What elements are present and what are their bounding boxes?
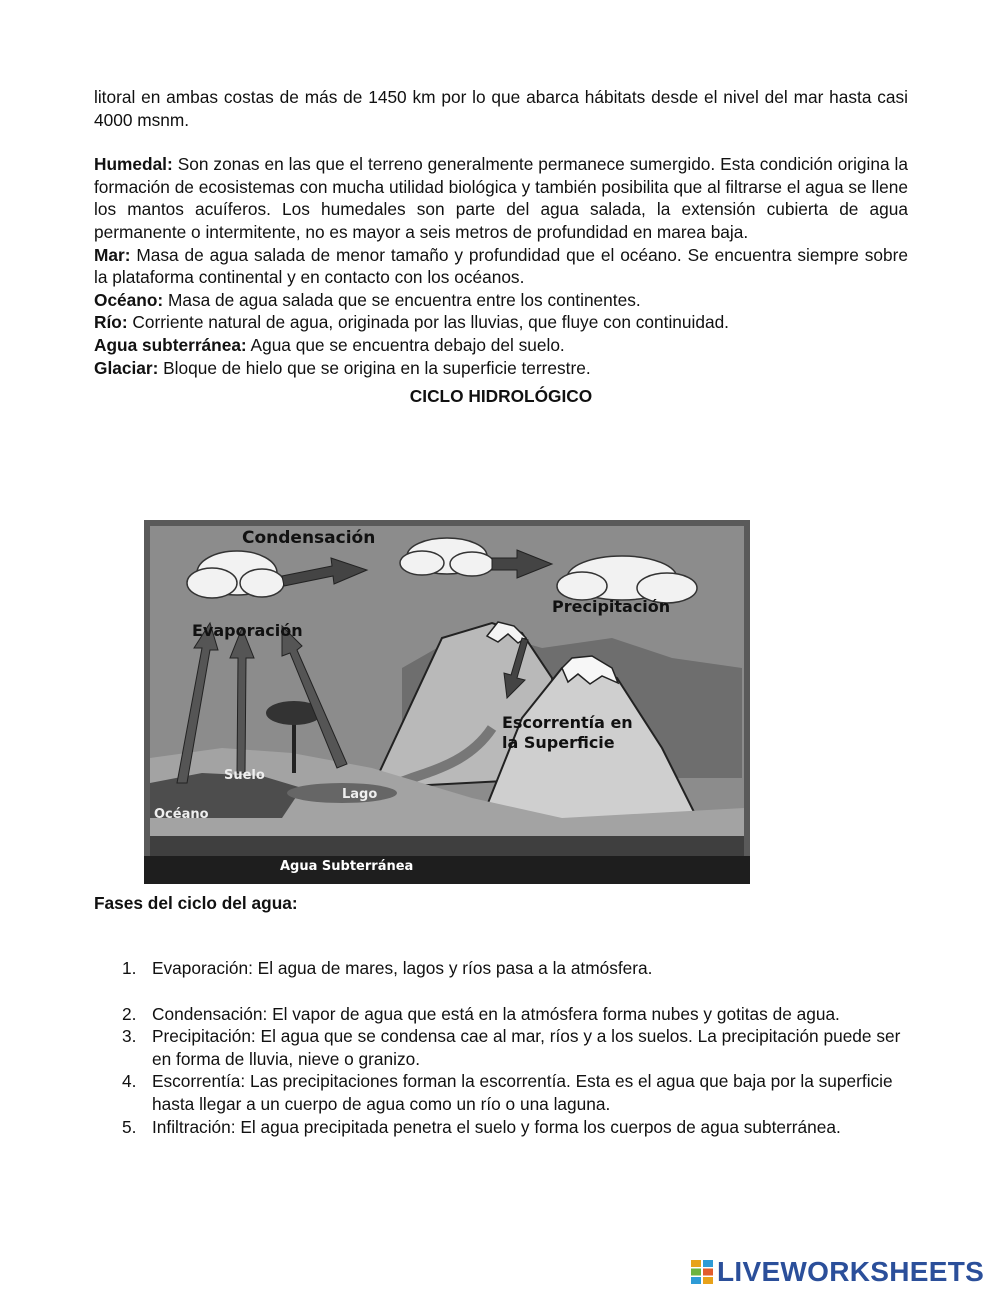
label-evaporacion: Evaporación (192, 621, 303, 640)
definition-text: Masa de agua salada que se encuentra entre los continentes. (163, 289, 641, 310)
list-text: Infiltración: El agua precipitada penetra el suelo y forma los cuerpos de agua subterránea. (152, 1116, 841, 1137)
list-number: 3. (122, 1026, 137, 1047)
list-number: 2. (122, 1003, 137, 1024)
list-number: 4. (122, 1071, 137, 1092)
term-label: Agua subterránea: (94, 334, 247, 355)
term-label: Mar: (94, 244, 131, 265)
term-label: Glaciar: (94, 357, 159, 378)
definition-text: Masa de agua salada de menor tamaño y profundidad que el océano. Se encuentra siempre sobre la plataforma continental y en contacto con los océanos. (94, 244, 908, 288)
list-item (94, 1070, 908, 1115)
definition-agua-subterranea (94, 334, 908, 357)
liveworksheets-logo[interactable] (691, 1256, 984, 1288)
term-label: Océano: (94, 289, 164, 310)
logo-text: LIVEWORKSHEETS (717, 1256, 985, 1287)
definition-oceano (94, 289, 908, 312)
term-label: Río: (94, 312, 128, 333)
phases-title: Fases del ciclo del agua: (94, 893, 298, 913)
definition-text: Corriente natural de agua, originada por las lluvias, que fluye con continuidad. (127, 312, 729, 333)
list-item (94, 1003, 908, 1026)
label-agua-subterranea: Agua Subterránea (280, 859, 414, 874)
underground-water-band (144, 856, 750, 884)
list-text: Condensación: El vapor de agua que está en la atmósfera forma nubes y gotitas de agua. (152, 1003, 840, 1024)
label-condensacion: Condensación (242, 528, 376, 548)
intro-paragraph: litoral en ambas costas de más de 1450 km por lo que abarca hábitats desde el nivel del mar hasta casi 4000 msnm. (94, 87, 908, 130)
section-title: CICLO HIDROLÓGICO (409, 386, 593, 407)
definition-glaciar (94, 357, 908, 380)
definition-rio (94, 311, 908, 334)
list-number: 5. (122, 1116, 137, 1137)
label-precipitacion: Precipitación (552, 597, 671, 616)
list-item (94, 1116, 908, 1139)
list-item (94, 957, 908, 980)
tree-trunk (292, 718, 296, 773)
definition-text: Bloque de hielo que se origina en la superficie terrestre. (158, 357, 591, 378)
list-text: Escorrentía: Las precipitaciones forman la escorrentía. Esta es el agua que baja por la superficie hasta llegar a un cuerpo de agua como un río o una laguna. (152, 1071, 893, 1114)
list-text: Precipitación: El agua que se condensa cae al mar, ríos y a los suelos. La precipitación puede ser en forma de lluvia, nieve o granizo. (152, 1026, 901, 1069)
label-escorrentia-2: la Superficie (502, 733, 615, 752)
water-cycle-diagram (142, 518, 752, 886)
label-escorrentia-1: Escorrentía en (502, 713, 633, 732)
list-item (94, 1025, 908, 1070)
logo-icon (691, 1260, 713, 1284)
underground-layer (150, 836, 744, 856)
list-spacer (94, 980, 908, 1003)
term-label: Humedal: (94, 154, 173, 175)
definition-text: Agua que se encuentra debajo del suelo. (246, 334, 565, 355)
label-suelo: Suelo (224, 768, 265, 783)
definition-humedal (94, 153, 908, 243)
definition-mar (94, 244, 908, 289)
phases-list (94, 957, 908, 1138)
list-number: 1. (122, 958, 137, 978)
list-text: Evaporación: El agua de mares, lagos y ríos pasa a la atmósfera. (152, 958, 653, 978)
document-body (94, 86, 908, 408)
definition-text: Son zonas en las que el terreno generalmente permanece sumergido. Esta condición origina la formación de ecosistemas con mucha utilidad biológica y también posibilita que al filtrarse el agua se llene los mantos acuíferos. Los humedales son parte del agua salada, la extensión cubierta de agua permanente o intermitente, no es mayor a seis metros de profundidad en marea baja. (94, 154, 908, 242)
label-lago: Lago (342, 787, 378, 802)
label-oceano: Océano (154, 807, 209, 822)
